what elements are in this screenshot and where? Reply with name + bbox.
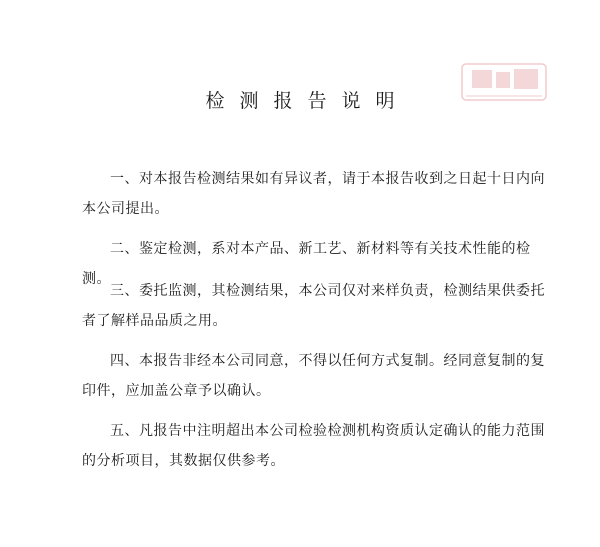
page-title: 检测报告说明 (205, 90, 410, 112)
clause-3: 三、委托监测，其检测结果，本公司仅对来样负责，检测结果供委托者了解样品品质之用。 (82, 283, 545, 329)
clause-2: 二、鉴定检测，系对本产品、新工艺、新材料等有关技术性能的检测。 (82, 241, 531, 287)
clause-4: 四、本报告非经本公司同意，不得以任何方式复制。经同意复制的复印件，应加盖公章予以确认。 (82, 353, 545, 399)
clause-1: 一、对本报告检测结果如有异议者，请于本报告收到之日起十日内向本公司提出。 (82, 171, 545, 217)
clause-5: 五、凡报告中注明超出本公司检验检测机构资质认定确认的能力范围的分析项目，其数据仅供参考。 (82, 423, 545, 469)
